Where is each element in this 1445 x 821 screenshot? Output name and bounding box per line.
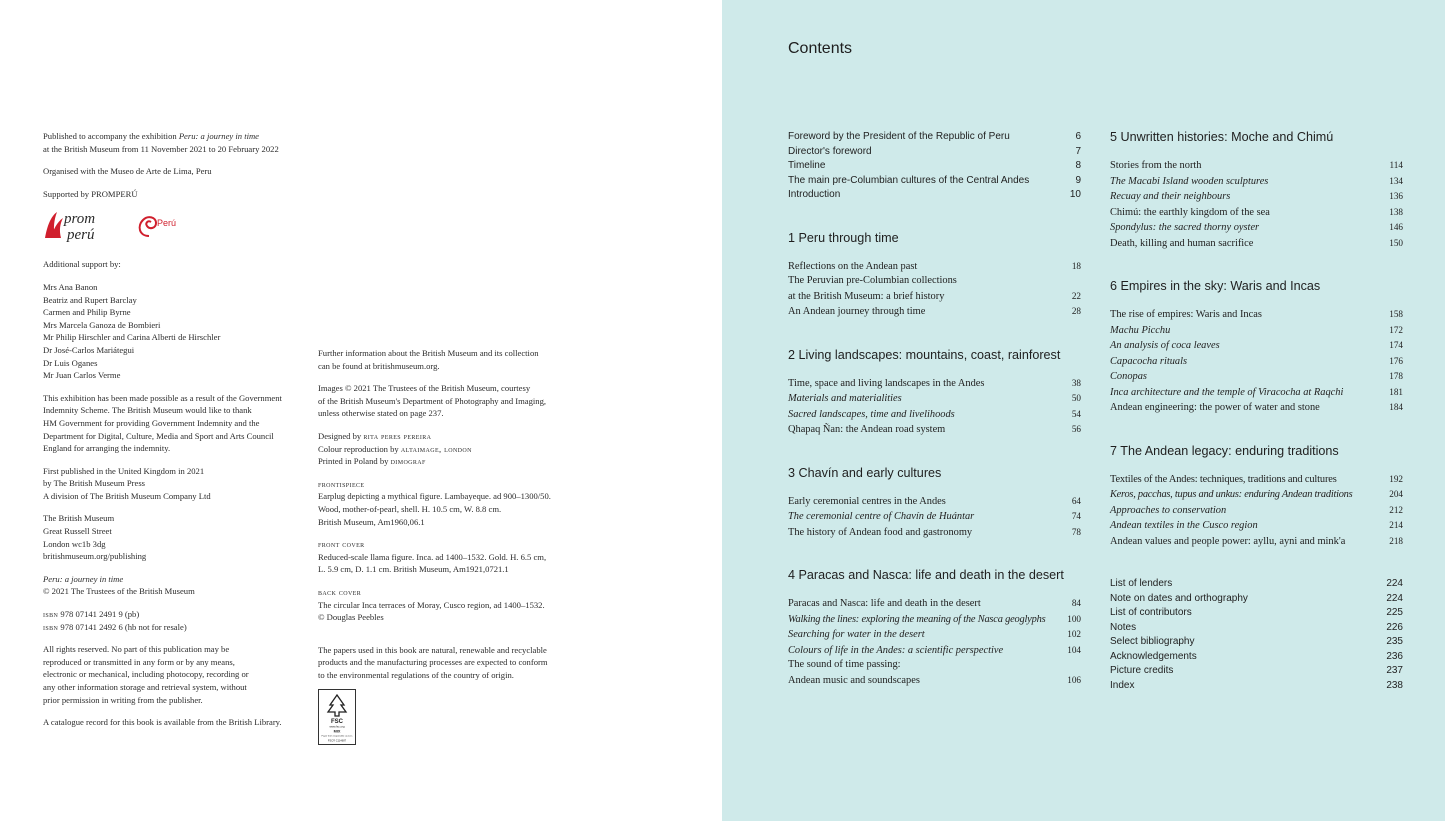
toc-entry[interactable]: Textiles of the Andes: techniques, traditions and cultures 192 (1110, 473, 1403, 485)
svg-text:prom: prom (64, 211, 96, 228)
toc-entry[interactable]: Andean music and soundscapes 106 (788, 674, 1081, 686)
supporter: Mrs Ana Banon (43, 281, 98, 292)
chapter-heading[interactable]: 5 Unwritten histories: Moche and Chimú (1110, 130, 1334, 144)
toc-entry[interactable]: Inca architecture and the temple of Viracocha at Raqchi 181 (1110, 386, 1403, 398)
chapter-2 (788, 348, 1081, 438)
indemnity-text: England for arranging the indemnity. (43, 443, 171, 454)
toc-entry[interactable]: Andean values and people power: ayllu, ayni and mink'a 218 (1110, 535, 1403, 547)
published-line: Published to accompany the exhibition Peru: a journey in time (43, 131, 260, 141)
chapter-7 (1110, 444, 1403, 550)
frontispiece-caption: British Museum, Am1960,06.1 (318, 516, 425, 527)
isbn-pb: isbn 978 07141 2491 9 (pb) (43, 609, 140, 620)
chapter-heading[interactable]: 6 Empires in the sky: Waris and Incas (1110, 279, 1321, 293)
address-line: The British Museum (43, 513, 115, 524)
contents-title: Contents (788, 40, 853, 57)
toc-entry[interactable]: Searching for water in the desert 102 (788, 629, 1081, 640)
rights-text: All rights reserved. No part of this publication may be (43, 644, 230, 655)
printed-in: Printed in Poland by dimograf (318, 456, 426, 467)
frontispiece-caption: Earplug depicting a mythical figure. Lambayeque. ad 900–1300/50. (318, 491, 551, 502)
papers-text: to the environmental regulations of the country of origin. (318, 669, 514, 680)
images-credit: Images © 2021 The Trustees of the British Museum, courtesy (318, 383, 531, 394)
images-credit: unless otherwise stated on page 237. (318, 408, 444, 419)
copyright-title: Peru: a journey in time (43, 573, 124, 584)
svg-text:perú: perú (67, 227, 95, 243)
organised-line: Organised with the Museo de Arte de Lima, Peru (43, 166, 212, 177)
toc-entry[interactable]: Machu Picchu 172 (1110, 324, 1403, 336)
back-matter (1110, 577, 1403, 693)
toc-entry[interactable]: Note on dates and orthography 224 (1110, 592, 1403, 604)
indemnity-text: HM Government for providing Government Indemnity and the (43, 417, 260, 428)
toc-entry[interactable]: List of lenders 224 (1110, 578, 1403, 589)
toc-entry[interactable]: Timeline 8 (788, 160, 1081, 171)
toc-entry[interactable]: The Peruvian pre-Columbian collections (788, 275, 957, 286)
chapter-6 (1110, 279, 1403, 416)
toc-entry[interactable]: Andean textiles in the Cusco region 214 (1110, 520, 1403, 531)
toc-entry[interactable]: Time, space and living landscapes in the Andes 38 (788, 377, 1081, 389)
imprint-column-left (43, 130, 303, 729)
toc-entry[interactable]: List of contributors 225 (1110, 607, 1403, 618)
svg-text:Perú: Perú (157, 218, 177, 229)
toc-entry[interactable]: Foreword by the President of the Republic of Peru 6 (788, 131, 1081, 142)
toc-entry[interactable]: The ceremonial centre of Chavín de Huántar 74 (788, 511, 1081, 522)
copyright-line: © 2021 The Trustees of the British Museum (43, 586, 195, 597)
toc-entry[interactable]: Director's foreword 7 (788, 145, 1081, 157)
rights-text: reproduced or transmitted in any form or by any means, (43, 656, 235, 667)
sponsor-logos (43, 208, 303, 248)
supported-line: Supported by PROMPERÚ (43, 188, 138, 199)
toc-entry[interactable]: Index 238 (1110, 679, 1403, 691)
further-info: Further information about the British Museum and its collection (318, 348, 539, 358)
frontispiece-caption: Wood, mother-of-pearl, shell. H. 10.5 cm, W. 8.8 cm. (318, 503, 502, 514)
toc-entry[interactable]: Approaches to conservation 212 (1110, 504, 1403, 516)
toc-entry[interactable]: Select bibliography 235 (1110, 636, 1403, 647)
peru-brand-logo (135, 210, 185, 240)
toc-entry[interactable]: Sacred landscapes, time and livelihoods 54 (788, 408, 1081, 420)
papers-text: products and the manufacturing processes are expected to conform (318, 657, 548, 668)
toc-entry[interactable]: Keros, pacchas, tupus and unkus: enduring Andean traditions 204 (1110, 489, 1403, 500)
toc-entry[interactable]: Picture credits 237 (1110, 665, 1403, 676)
indemnity-text: Indemnity Scheme. The British Museum would like to thank (43, 405, 252, 416)
first-published: First published in the United Kingdom in 2021 (43, 465, 205, 476)
imprint-column-right (318, 347, 588, 749)
toc-entry[interactable]: Conopas 178 (1110, 371, 1403, 382)
chapter-3 (788, 466, 1081, 541)
toc-entry[interactable]: Introduction 10 (788, 189, 1081, 200)
front-cover-label: front cover (318, 539, 365, 550)
address-line: britishmuseum.org/publishing (43, 551, 147, 562)
supporter: Mr Juan Carlos Verme (43, 370, 121, 381)
further-info: can be found at britishmuseum.org. (318, 360, 440, 371)
designed-by: Designed by rita peres pereira (318, 430, 432, 441)
chapter-4 (788, 568, 1081, 688)
first-published: A division of The British Museum Company Ltd (43, 490, 211, 501)
toc-entry[interactable]: Materials and materialities 50 (788, 393, 1081, 404)
toc-entry[interactable]: The rise of empires: Waris and Incas 158 (1110, 309, 1403, 320)
toc-entry[interactable]: Capacocha rituals 176 (1110, 355, 1403, 367)
supporter: Mrs Marcela Ganoza de Bombieri (43, 319, 161, 330)
svg-text:MIX: MIX (333, 729, 341, 734)
svg-text:www.fsc.org: www.fsc.org (329, 724, 345, 729)
toc-entry[interactable]: Recuay and their neighbours 136 (1110, 191, 1403, 202)
indemnity-text: Department for Digital, Culture, Media and Sport and Arts Council (43, 430, 274, 441)
toc-entry[interactable]: An Andean journey through time 28 (788, 306, 1081, 317)
frontispiece-label: frontispiece (318, 478, 365, 489)
toc-entry[interactable]: Stories from the north 114 (1110, 160, 1403, 171)
published-dates: at the British Museum from 11 November 2021 to 20 February 2022 (43, 143, 279, 154)
toc-entry[interactable]: Early ceremonial centres in the Andes 64 (788, 495, 1081, 507)
toc-entry[interactable]: Walking the lines: exploring the meaning of the Nasca geoglyphs 100 (788, 613, 1081, 625)
rights-text: prior permission in writing from the publisher. (43, 694, 203, 705)
additional-support-label: Additional support by: (43, 259, 121, 270)
toc-entry[interactable]: Colours of life in the Andes: a scientific perspective 104 (788, 644, 1081, 656)
back-cover-label: back cover (318, 586, 362, 597)
toc-entry[interactable]: An analysis of coca leaves 174 (1110, 340, 1403, 351)
toc-entry[interactable]: The sound of time passing: (788, 659, 901, 670)
chapter-heading[interactable]: 7 The Andean legacy: enduring traditions (1110, 443, 1339, 458)
toc-column-right (1110, 130, 1403, 693)
toc-entry[interactable]: Reflections on the Andean past 18 (788, 260, 1081, 272)
chapter-heading[interactable]: 1 Peru through time (788, 230, 899, 245)
rights-text: any other information storage and retrieval system, without (43, 682, 247, 692)
front-cover-caption: L. 5.9 cm, D. 1.1 cm. British Museum, Am1921,0721.1 (318, 564, 509, 575)
supporter: Beatriz and Rupert Barclay (43, 294, 137, 305)
chapter-1 (788, 231, 1081, 320)
back-cover-caption: The circular Inca terraces of Moray, Cusco region, ad 1400–1532. (318, 599, 545, 610)
toc-entry[interactable]: Qhapaq Ñan: the Andean road system 56 (788, 424, 1081, 435)
svg-text:FSC: FSC (331, 719, 343, 726)
svg-text:FSC® C114687: FSC® C114687 (327, 739, 347, 743)
front-cover-caption: Reduced-scale llama figure. Inca. ad 1400–1532. Gold. H. 6.5 cm, (318, 551, 547, 562)
toc-column-left (788, 130, 1081, 716)
papers-text: The papers used in this book are natural, renewable and recyclable (318, 644, 547, 655)
colour-reproduction: Colour reproduction by altaimage, london (318, 443, 472, 454)
toc-entry[interactable]: Acknowledgements 236 (1110, 650, 1403, 662)
toc-entry[interactable]: Paracas and Nasca: life and death in the desert 84 (788, 598, 1081, 609)
supporter: Dr Luis Oganes (43, 357, 98, 368)
toc-entry[interactable]: Notes 226 (1110, 621, 1403, 633)
toc-entry[interactable]: Chimú: the earthly kingdom of the sea 138 (1110, 206, 1403, 218)
fsc-logo (318, 689, 356, 745)
toc-entry[interactable]: Andean engineering: the power of water and stone 184 (1110, 402, 1403, 413)
front-matter (788, 130, 1081, 203)
address-line: London wc1b 3dg (43, 538, 106, 549)
toc-entry[interactable]: The Macabi Island wooden sculptures 134 (1110, 175, 1403, 187)
toc-entry[interactable]: Spondylus: the sacred thorny oyster 146 (1110, 222, 1403, 233)
svg-text:Paper from responsible sources: Paper from responsible sources (321, 735, 353, 738)
toc-entry[interactable]: The history of Andean food and gastronomy 78 (788, 526, 1081, 538)
address-line: Great Russell Street (43, 526, 112, 537)
first-published: by The British Museum Press (43, 478, 146, 489)
isbn-hb: isbn 978 07141 2492 6 (hb not for resale) (43, 621, 187, 632)
indemnity-text: This exhibition has been made possible as a result of the Government (43, 392, 282, 403)
supporter: Mr Philip Hirschler and Carina Alberti de Hirschler (43, 332, 221, 343)
chapter-5 (1110, 130, 1403, 251)
chapter-heading[interactable]: 4 Paracas and Nasca: life and death in the desert (788, 568, 1064, 582)
promperu-logo (43, 208, 115, 242)
supporter: Dr José-Carlos Mariátegui (43, 344, 135, 355)
images-credit: of the British Museum's Department of Photography and Imaging, (318, 395, 547, 406)
toc-entry[interactable]: Death, killing and human sacrifice 150 (1110, 237, 1403, 249)
chapter-heading[interactable]: 2 Living landscapes: mountains, coast, rainforest (788, 347, 1061, 362)
toc-entry[interactable]: The main pre-Columbian cultures of the Central Andes 9 (788, 174, 1081, 186)
supporter: Carmen and Philip Byrne (43, 307, 131, 318)
rights-text: electronic or mechanical, including photocopy, recording or (43, 669, 249, 680)
back-cover-caption: © Douglas Peebles (318, 612, 384, 623)
chapter-heading[interactable]: 3 Chavín and early cultures (788, 465, 942, 480)
catalogue-record: A catalogue record for this book is available from the British Library. (43, 717, 282, 728)
toc-entry[interactable]: at the British Museum: a brief history 22 (788, 290, 1081, 302)
